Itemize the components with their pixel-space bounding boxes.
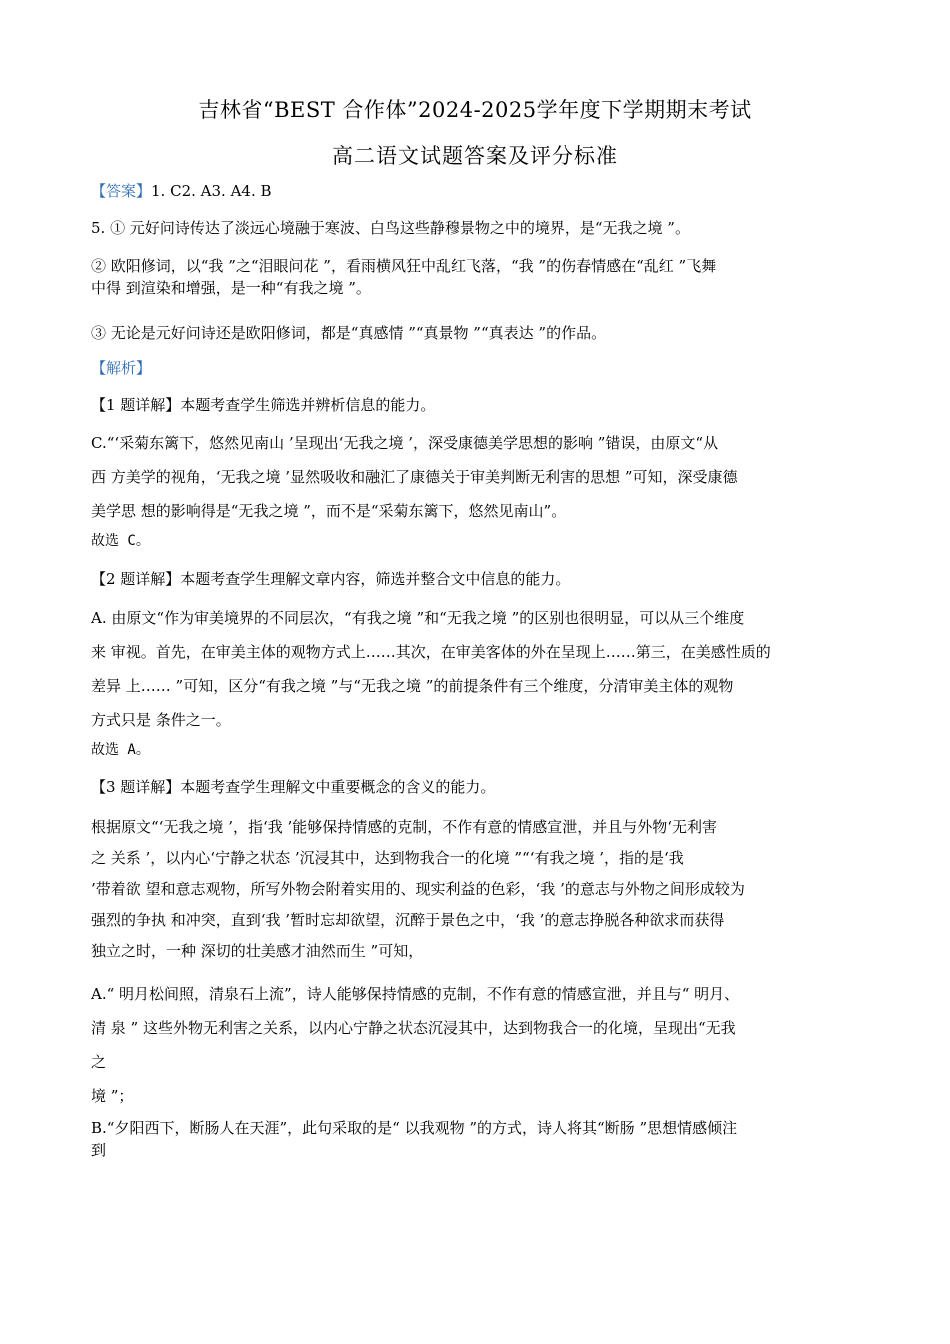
detail-1-choice: 故选 C。	[91, 533, 150, 549]
option-b-line: B.“夕阳西下，断肠人在天涯”，此句采取的是“ 以我观物 ”的方式，诗人将其“断肠 ”思想情感倾注	[91, 1119, 738, 1137]
detail-3-line: 根据原文“‘无我之境 ’，指‘我 ’能够保持情感的克制，不作有意的情感宣泄，并且与外物‘无利害	[91, 818, 718, 836]
option-a-line: 境 ”；	[91, 1087, 134, 1105]
doc-subtitle: 高二语文试题答案及评分标准	[332, 144, 618, 168]
detail-3-line: 之 关系 ’，以内心‘宁静之状态 ’沉浸其中，达到物我合一的化境 ”“‘有我之境 ’，指的是‘我	[91, 849, 684, 867]
option-a-line: 之	[91, 1053, 107, 1071]
detail-2-body	[91, 601, 863, 737]
detail-3-line: ’带着欲 望和意志观物，所写外物会附着实用的、现实利益的色彩，‘我 ’的意志与外物之间形成较为	[91, 880, 745, 898]
analysis-tag: 【解析】	[91, 359, 152, 377]
detail-1-body	[91, 426, 863, 528]
detail-2-line: 来 审视。首先，在审美主体的观物方式上……其次，在审美客体的外在呈现上……第三，在美感性质的	[91, 643, 771, 661]
detail-3-line: 独立之时，一种 深切的壮美感才油然而生 ”可知，	[91, 942, 424, 960]
q5-point-3: ③ 无论是元好问诗还是欧阳修词，都是“真感情 ”“真景物 ”“真表达 ”的作品。	[91, 324, 607, 342]
detail-3-body	[91, 812, 863, 967]
detail-3-option-b	[91, 1117, 863, 1161]
answer-text: 1. C2. A3. A4. B	[151, 182, 272, 200]
option-a-line: A.“ 明月松间照，清泉石上流”，诗人能够保持情感的克制，不作有意的情感宣泄，并且与“ 明月、	[91, 985, 740, 1003]
option-a-line: 清 泉 ” 这些外物无利害之关系，以内心宁静之状态沉浸其中，达到物我合一的化境，呈现出“无我	[91, 1019, 736, 1037]
detail-2-line: 差异 上…… ”可知，区分“有我之境 ”与“无我之境 ”的前提条件有三个维度，分清审美主体的观物	[91, 677, 734, 695]
answer-tag: 【答案】	[91, 182, 152, 200]
detail-2-choice: 故选 A。	[91, 742, 150, 758]
detail-2-heading: 【2 题详解】本题考查学生理解文章内容，筛选并整合文中信息的能力。	[91, 570, 571, 588]
analysis-tag-line	[91, 357, 863, 379]
detail-3-line: 强烈的争执 和冲突，直到‘我 ’暂时忘却欲望，沉醉于景色之中，‘我 ’的意志挣脱各种欲求而获得	[91, 911, 725, 929]
detail-2-line: 方式只是 条件之一。	[91, 711, 231, 729]
q5-point-2-line: ② 欧阳修词，以“我 ”之“泪眼问花 ”，看雨横风狂中乱红飞落，“我 ”的伤春情感在“乱红 ”飞舞	[91, 257, 717, 275]
option-b-line: 到	[91, 1141, 107, 1159]
q5-point-2	[91, 255, 863, 299]
detail-1-line: 美学思 想的影响得是“无我之境 ”，而不是“采菊东篱下，悠然见南山”。	[91, 502, 567, 520]
detail-1-heading: 【1 题详解】本题考查学生筛选并辨析信息的能力。	[91, 396, 436, 414]
q5-point-1: 5. ① 元好问诗传达了淡远心境融于寒波、白鸟这些静穆景物之中的境界，是“无我之境 ”。	[91, 219, 690, 237]
detail-1-line: C.“‘采菊东篱下，悠然见南山 ’呈现出‘无我之境 ’，深受康德美学思想的影响 ”错误，由原文“从	[91, 434, 719, 452]
detail-3-option-a	[91, 977, 863, 1113]
answer-line	[91, 180, 863, 202]
detail-1-line: 西 方美学的视角，‘无我之境 ’显然吸收和融汇了康德关于审美判断无利害的思想 ”可知，深受康德	[91, 468, 738, 486]
q5-point-2-line: 中得 到渲染和增强，是一种“有我之境 ”。	[91, 279, 371, 297]
detail-2-line: A. 由原文“作为审美境界的不同层次，“有我之境 ”和“无我之境 ”的区别也很明显，可以从三个维度	[91, 609, 745, 627]
detail-3-heading: 【3 题详解】本题考查学生理解文中重要概念的含义的能力。	[91, 778, 496, 796]
doc-title: 吉林省“BEST 合作体”2024-2025学年度下学期期末考试	[198, 98, 752, 122]
